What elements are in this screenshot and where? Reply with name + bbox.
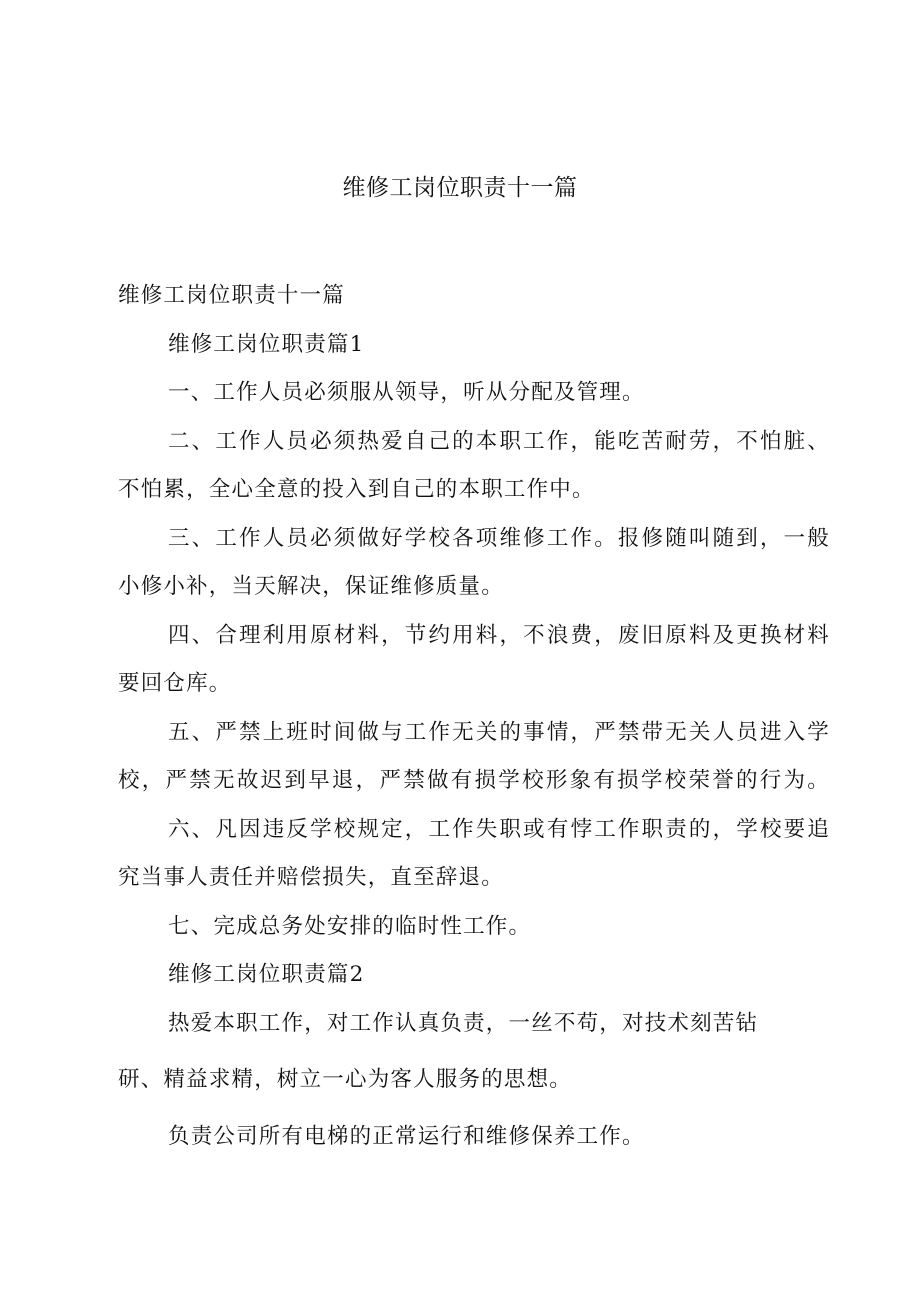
paragraph-line: 一、工作人员必须服从领导，听从分配及管理。	[168, 380, 645, 405]
section-heading-2: 维修工岗位职责篇2	[168, 962, 365, 987]
paragraph-line: 五、严禁上班时间做与工作无关的事情，严禁带无关人员进入学	[168, 719, 830, 745]
paragraph-line: 负责公司所有电梯的正常运行和维修保养工作。	[168, 1123, 645, 1149]
paragraph-line: 不怕累，全心全意的投入到自己的本职工作中。	[118, 477, 595, 502]
paragraph-line: 研、精益求精，树立一心为客人服务的思想。	[118, 1067, 573, 1092]
paragraph-line: 六、凡因违反学校规定，工作失职或有悖工作职责的，学校要追	[168, 816, 830, 842]
paragraph-line: 七、完成总务处安排的临时性工作。	[168, 913, 532, 939]
document-body	[118, 272, 830, 1161]
paragraph-line: 要回仓库。	[118, 671, 232, 696]
document-title: 维修工岗位职责十一篇	[342, 175, 578, 201]
paragraph-line: 小修小补，当天解决，保证维修质量。	[118, 574, 504, 599]
paragraph-line: 热爱本职工作，对工作认真负责，一丝不苟，对技术刻苦钻	[168, 1010, 759, 1036]
section-heading-1: 维修工岗位职责篇1	[168, 331, 365, 357]
subtitle-line: 维修工岗位职责十一篇	[118, 283, 346, 308]
paragraph-line: 四、合理利用原材料，节约用料，不浪费，废旧原料及更换材料	[168, 622, 830, 648]
paragraph-line: 二、工作人员必须热爱自己的本职工作，能吃苦耐劳，不怕脏、	[168, 428, 830, 454]
paragraph-line: 校，严禁无故迟到早退，严禁做有损学校形象有损学校荣誉的行为。	[118, 768, 830, 793]
paragraph-line: 究当事人责任并赔偿损失，直至辞退。	[118, 865, 504, 890]
paragraph-line: 三、工作人员必须做好学校各项维修工作。报修随叫随到，一般	[168, 525, 830, 551]
